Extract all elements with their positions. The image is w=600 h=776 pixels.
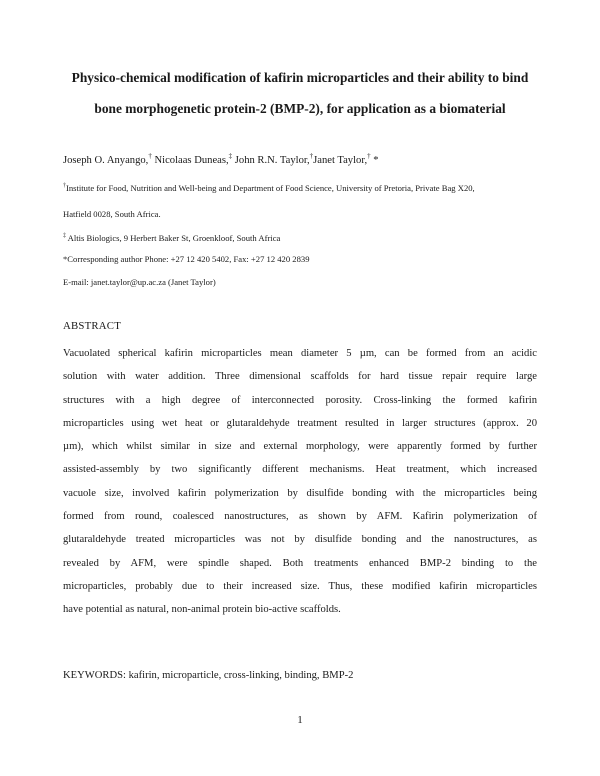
page-number: 1	[297, 714, 303, 726]
abstract-line: formed from round, coalesced nanostructures, as shown by AFM. Kafirin polymerization of	[63, 511, 537, 523]
affiliation-text: Institute for Food, Nutrition and Well-being and Department of Food Science, University of Pretoria, Private Bag X20,	[66, 183, 475, 193]
abstract-line: µm), which whilst similar in size and external morphology, were apparently formed by further	[63, 441, 537, 453]
affiliation-1-line-1	[63, 182, 475, 194]
author-mark: †	[309, 152, 314, 160]
abstract-line: assisted-assembly by two significantly different mechanisms. Heat treatment, which increased	[63, 464, 537, 476]
title-line-2: bone morphogenetic protein-2 (BMP-2), for application as a biomaterial	[94, 101, 506, 116]
abstract-line: glutaraldehyde treated microparticles was not by disulfide bonding and the nanostructures, as	[63, 534, 537, 546]
abstract-line: solution with water addition. Three dimensional scaffolds for hard tissue repair require large	[63, 371, 537, 383]
abstract-heading: ABSTRACT	[63, 320, 121, 332]
abstract-line: microparticles using wet heat or glutaraldehyde treatment resulted in larger structures (approx. 20	[63, 417, 537, 429]
email-line: E-mail: janet.taylor@up.ac.za (Janet Taylor)	[63, 277, 216, 287]
paper-title	[60, 62, 540, 124]
affiliation-mark: †	[63, 183, 66, 189]
author-mark: †	[367, 152, 371, 160]
abstract-line: have potential as natural, non-animal protein bio-active scaffolds.	[63, 604, 341, 616]
title-line-1: Physico-chemical modification of kafirin microparticles and their ability to bind	[71, 70, 529, 85]
author-mark: ‡	[228, 152, 233, 160]
keywords: KEYWORDS: kafirin, microparticle, cross-linking, binding, BMP-2	[63, 670, 354, 681]
abstract-body	[63, 342, 537, 622]
abstract-line: microparticles, probably due to their increased size. Thus, these modified kafirin microparticles	[63, 580, 537, 592]
corresponding-author: *Corresponding author Phone: +27 12 420 5402, Fax: +27 12 420 2839	[63, 254, 310, 264]
author-name: Janet Taylor,	[313, 155, 368, 166]
author-name: Joseph O. Anyango,	[63, 155, 149, 166]
author-list	[63, 154, 379, 168]
author-name: John R.N. Taylor,	[232, 155, 310, 166]
abstract-line: structures with a high degree of interconnected porosity. Cross-linking the formed kafirin	[63, 394, 537, 406]
abstract-line: Vacuolated spherical kafirin microparticles mean diameter 5 µm, can be formed from an acidic	[63, 348, 537, 359]
author-name: Nicolaas Duneas,	[151, 155, 229, 166]
affiliation-2	[63, 232, 280, 244]
affiliation-1-line-2: Hatfield 0028, South Africa.	[63, 209, 161, 219]
abstract-line: revealed by AFM, were spindle shaped. Both treatments enhanced BMP-2 binding to the	[63, 557, 537, 569]
affiliation-mark: ‡	[63, 233, 66, 239]
author-mark: †	[148, 152, 152, 160]
abstract-line: vacuole size, involved kafirin polymerization by disulfide bonding with the microparticles being	[63, 487, 537, 499]
affiliation-text: Altis Biologics, 9 Herbert Baker St, Groenkloof, South Africa	[66, 233, 281, 243]
corresponding-asterisk: *	[370, 155, 379, 166]
